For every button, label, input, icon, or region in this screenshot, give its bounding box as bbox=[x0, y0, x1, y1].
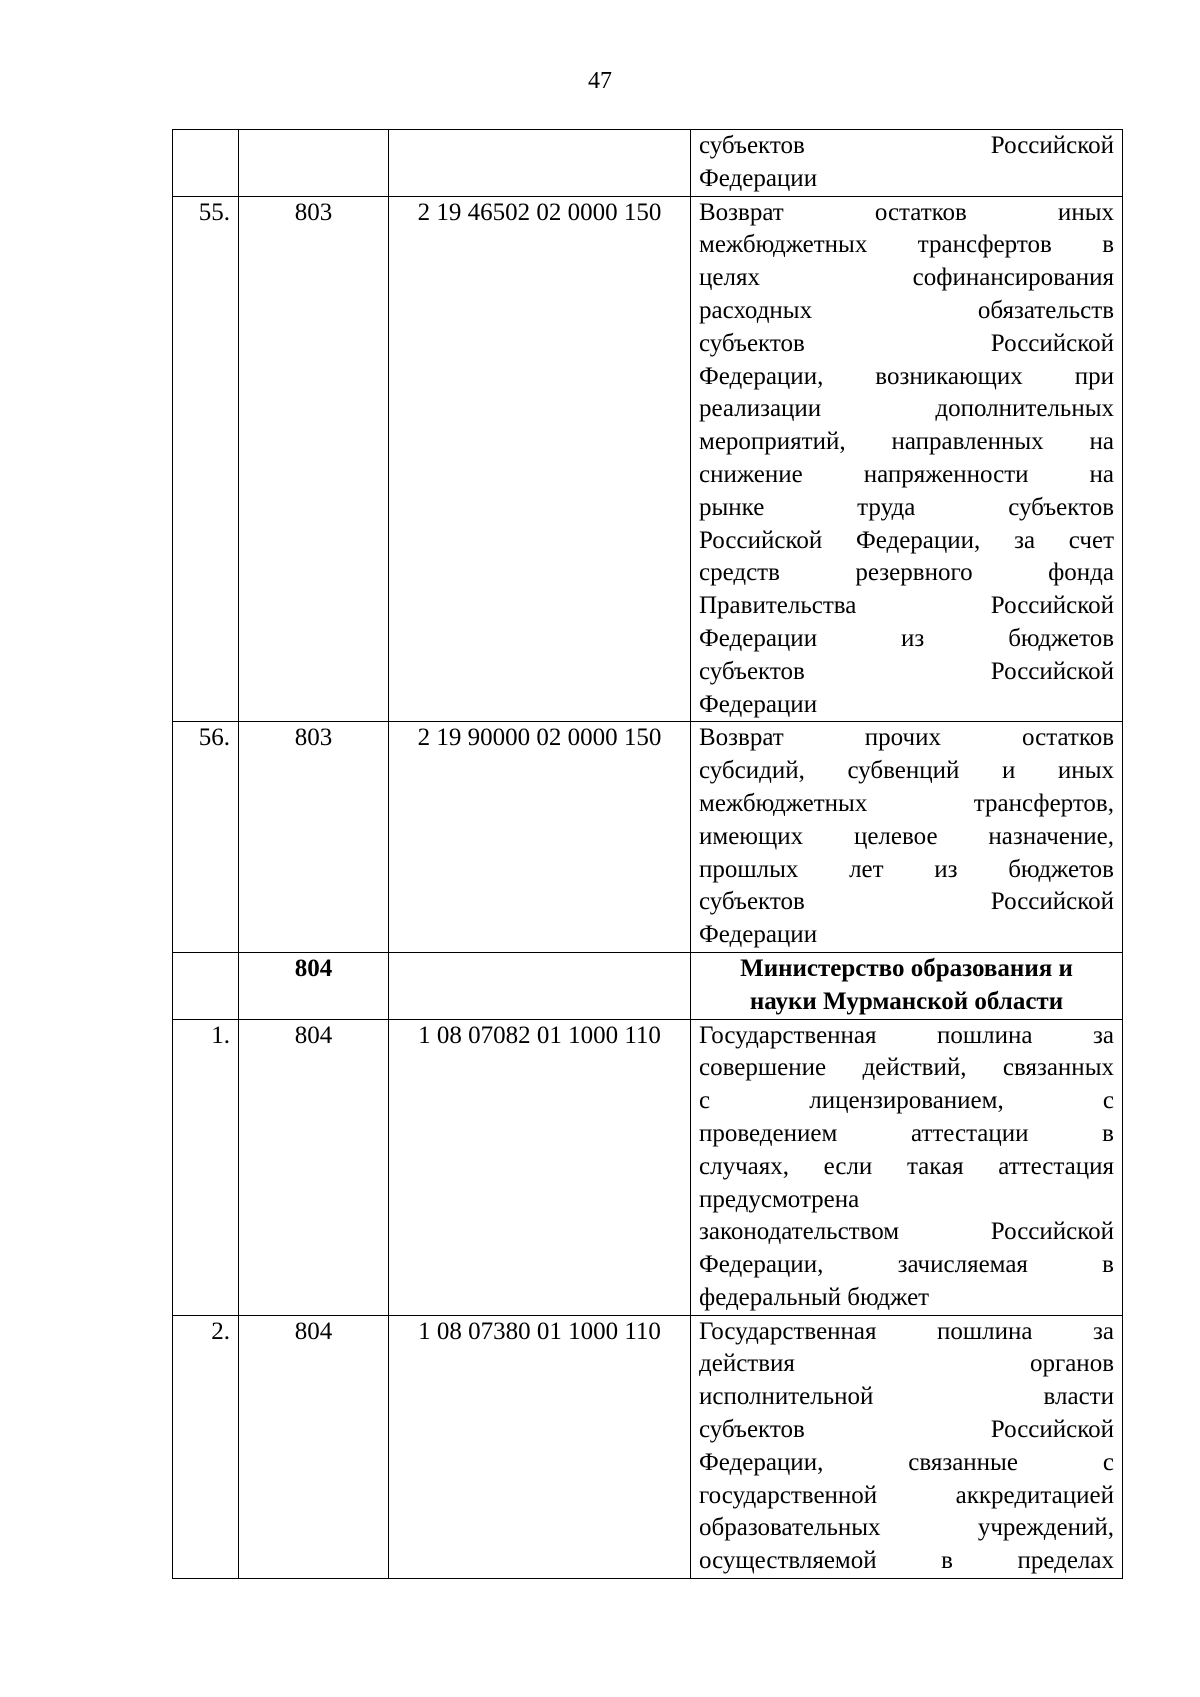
revenue-name bbox=[691, 196, 1123, 722]
name-line: средств резервного фонда bbox=[699, 559, 1114, 587]
table-row bbox=[173, 1315, 1123, 1578]
revenue-code: 1 08 07082 01 1000 110 bbox=[389, 1019, 691, 1315]
row-number bbox=[173, 130, 239, 197]
name-line: субъектов Российской bbox=[699, 1416, 1114, 1444]
name-line: науки Мурманской области bbox=[749, 987, 1064, 1015]
revenue-code: 2 19 46502 02 0000 150 bbox=[389, 196, 691, 722]
name-line: Федерации, связанные с bbox=[699, 1448, 1114, 1476]
table-row bbox=[173, 1019, 1123, 1315]
table-row bbox=[173, 130, 1123, 197]
table-body bbox=[173, 130, 1123, 1579]
row-number: 56. bbox=[173, 722, 239, 953]
budget-codes-table bbox=[172, 129, 1123, 1579]
name-line: расходных обязательств bbox=[699, 296, 1114, 324]
name-line: субъектов Российской bbox=[699, 132, 1114, 159]
name-line: государственной аккредитацией bbox=[699, 1481, 1114, 1509]
revenue-code: 2 19 90000 02 0000 150 bbox=[389, 722, 691, 953]
row-number: 55. bbox=[173, 196, 239, 722]
name-line: межбюджетных трансфертов, bbox=[699, 789, 1114, 817]
name-line: Федерации, возникающих при bbox=[699, 362, 1114, 390]
row-number bbox=[173, 952, 239, 1019]
name-line: Российской Федерации, за счет bbox=[699, 526, 1114, 554]
name-line: с лицензированием, с bbox=[699, 1087, 1114, 1115]
administrator-code: 804 bbox=[239, 1315, 389, 1578]
name-line: рынке труда субъектов bbox=[699, 493, 1114, 521]
administrator-code: 803 bbox=[239, 196, 389, 722]
name-line: Министерство образования и bbox=[740, 954, 1073, 982]
administrator-code: 804 bbox=[239, 1019, 389, 1315]
name-line: проведением аттестации в bbox=[699, 1119, 1114, 1147]
administrator-code bbox=[239, 130, 389, 197]
name-line: реализации дополнительных bbox=[699, 395, 1114, 423]
name-line: действия органов bbox=[699, 1350, 1114, 1378]
name-line: законодательством Российской bbox=[699, 1218, 1114, 1246]
revenue-code bbox=[389, 952, 691, 1019]
administrator-code: 804 bbox=[239, 952, 389, 1019]
name-line: субъектов Российской bbox=[699, 888, 1114, 916]
section-header-row bbox=[173, 952, 1123, 1019]
row-number: 2. bbox=[173, 1315, 239, 1578]
name-line: имеющих целевое назначение, bbox=[699, 822, 1114, 850]
name-line: субъектов Российской bbox=[699, 657, 1114, 685]
administrator-name bbox=[691, 952, 1123, 1019]
name-line: предусмотрена bbox=[699, 1185, 860, 1213]
revenue-code bbox=[389, 130, 691, 197]
revenue-name bbox=[691, 1019, 1123, 1315]
name-line: федеральный бюджет bbox=[699, 1283, 930, 1311]
name-line: мероприятий, направленных на bbox=[699, 428, 1114, 456]
name-line: снижение напряженности на bbox=[699, 460, 1114, 488]
revenue-code: 1 08 07380 01 1000 110 bbox=[389, 1315, 691, 1578]
name-line: субъектов Российской bbox=[699, 329, 1114, 357]
revenue-name bbox=[691, 1315, 1123, 1578]
row-number: 1. bbox=[173, 1019, 239, 1315]
table-row bbox=[173, 196, 1123, 722]
name-line: случаях, если такая аттестация bbox=[699, 1152, 1114, 1180]
name-line: целях софинансирования bbox=[699, 264, 1114, 292]
table-row bbox=[173, 722, 1123, 953]
name-line: Правительства Российской bbox=[699, 592, 1114, 620]
name-line: Федерации bbox=[699, 921, 818, 949]
name-line: Федерации, зачисляемая в bbox=[699, 1251, 1114, 1279]
administrator-code: 803 bbox=[239, 722, 389, 953]
name-line: образовательных учреждений, bbox=[699, 1514, 1114, 1542]
name-line: Государственная пошлина за bbox=[699, 1021, 1114, 1049]
name-line: исполнительной власти bbox=[699, 1383, 1114, 1411]
name-line: совершение действий, связанных bbox=[699, 1054, 1114, 1082]
name-line: Государственная пошлина за bbox=[699, 1317, 1114, 1345]
page-number: 47 bbox=[588, 68, 612, 94]
name-line: субсидий, субвенций и иных bbox=[699, 757, 1114, 785]
name-line: Федерации из бюджетов bbox=[699, 624, 1114, 652]
name-line: Федерации bbox=[699, 690, 818, 718]
name-line: межбюджетных трансфертов в bbox=[699, 231, 1114, 259]
revenue-name bbox=[691, 722, 1123, 953]
name-line: Возврат прочих остатков bbox=[699, 724, 1114, 752]
name-line: Возврат остатков иных bbox=[699, 198, 1114, 226]
revenue-name bbox=[691, 130, 1123, 197]
name-line: Федерации bbox=[699, 164, 818, 192]
name-line: прошлых лет из бюджетов bbox=[699, 855, 1114, 883]
name-line: осуществляемой в пределах bbox=[699, 1547, 1114, 1575]
